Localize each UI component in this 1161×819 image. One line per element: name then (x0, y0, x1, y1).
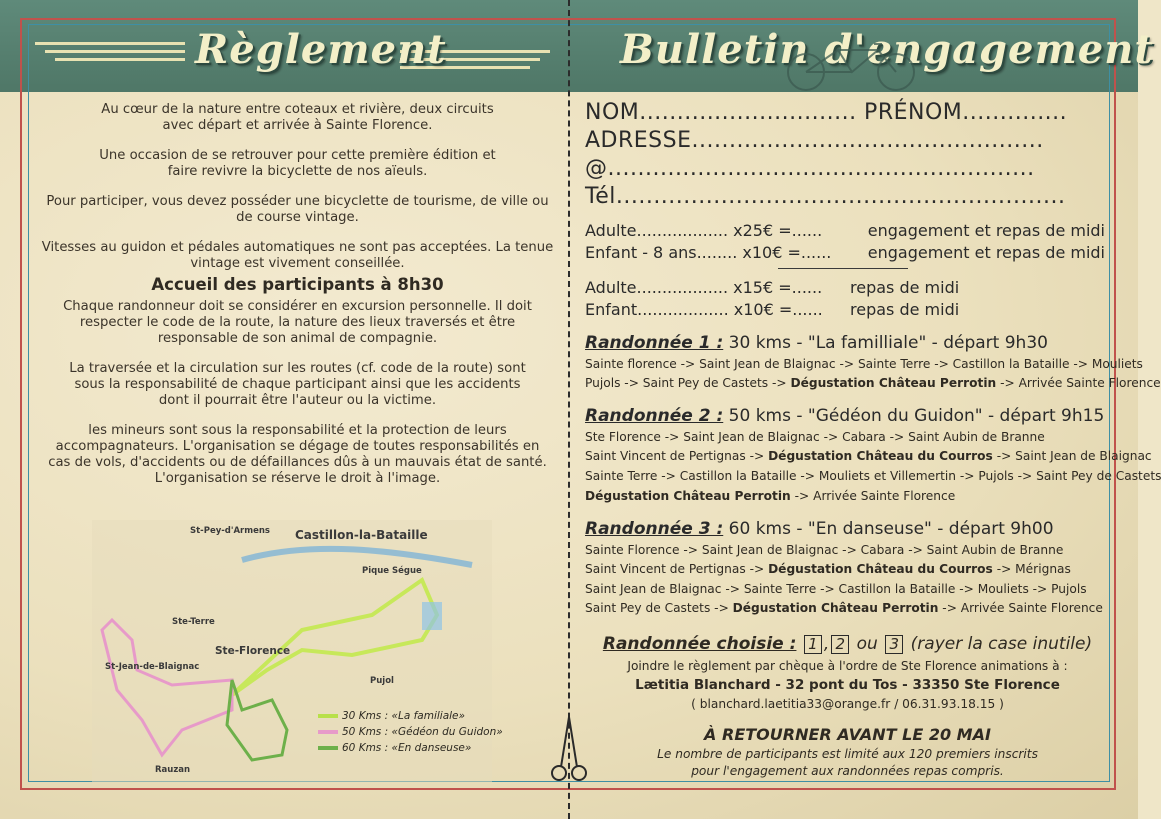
route-line: Saint Jean de Blaignac -> Sainte Terre -> Castillon la Bataille -> Mouliets -> Pujols (585, 582, 1087, 596)
route-line (585, 489, 955, 503)
reglement-paragraph: Chaque randonneur doit se considérer en excursion personnelle. Il doit respecter le code de la route, la nature des lieux traversés et être responsable de son animal de compagnie. (63, 299, 532, 346)
limit-line: pour l'engagement aux randonnées repas compris. (691, 764, 1004, 778)
choice-or: ou (856, 634, 878, 654)
choice-note: (rayer la case inutile) (910, 634, 1093, 654)
randonnee-3-heading (585, 519, 1054, 539)
reglement-body (40, 102, 555, 501)
title-stripe (35, 42, 185, 45)
scissors-icon (549, 715, 589, 783)
legend-swatch (318, 746, 338, 750)
bicycle-icon (778, 40, 928, 94)
map-label: Castillon-la-Bataille (295, 528, 428, 542)
return-deadline: À RETOURNER AVANT LE 20 MAI (704, 725, 991, 744)
price-desc: repas de midi (850, 300, 960, 319)
adresse-field[interactable]: ADRESSE............................................... (585, 128, 1044, 153)
route-text: Saint Vincent de Pertignas -> (585, 562, 765, 576)
price-label: Enfant.................. x10€ =...... (585, 300, 823, 319)
route-line (585, 601, 1103, 615)
price-desc: repas de midi (850, 278, 960, 297)
route-text: -> Arrivée Sainte Florence (942, 601, 1103, 615)
joindre-text: Joindre le règlement par chèque à l'ordre de Ste Florence animations à : (627, 659, 1068, 673)
accueil-heading: Accueil des participants à 8h30 (151, 275, 444, 294)
price-desc: engagement et repas de midi (867, 221, 1105, 240)
route-line: Sainte Florence -> Saint Jean de Blaignac -> Cabara -> Saint Aubin de Branne (585, 543, 1064, 557)
randonnee-choice: Randonnée choisie : 1 , 2 ou 3 (rayer la case inutile) (602, 634, 1093, 654)
nom-prenom-field[interactable]: NOM............................. PRÉNOM.............. (585, 100, 1068, 125)
choice-box-2[interactable]: 2 (831, 635, 849, 654)
randonnee-detail: 60 kms - "En danseuse" - départ 9h00 (728, 519, 1054, 539)
route-line (585, 449, 1152, 463)
legend-swatch (318, 714, 338, 718)
route-highlight: Dégustation Château du Courros (768, 449, 993, 463)
route-line: Sainte Terre -> Castillon la Bataille -> Mouliets et Villemertin -> Pujols -> Saint Pey de Castets (585, 469, 1161, 483)
route-line (585, 562, 1071, 576)
route-text: -> Mérignas (996, 562, 1071, 576)
title-stripe (45, 50, 185, 53)
randonnee-detail: 30 kms - "La familliale" - départ 9h30 (728, 333, 1048, 353)
legend-item (318, 726, 503, 738)
reglement-paragraph: Au cœur de la nature entre coteaux et rivière, deux circuits avec départ et arrivée à Sainte Florence. (101, 102, 494, 133)
price-label: Enfant - 8 ans........ x10€ =...... (585, 243, 832, 262)
choice-box-3[interactable]: 3 (885, 635, 903, 654)
map-label: Pujol (370, 676, 394, 686)
price-row (585, 300, 965, 319)
price-row (585, 278, 965, 297)
tel-field[interactable]: Tél............................................................ (585, 184, 1066, 209)
route-highlight: Dégustation Château Perrotin (790, 376, 997, 390)
legend-label: 30 Kms : «La familiale» (342, 710, 466, 722)
contact-line: ( blanchard.laetitia33@orange.fr / 06.31.93.18.15 ) (691, 697, 1004, 711)
title-stripe (55, 58, 185, 61)
fold-line (568, 0, 570, 819)
reglement-title: Règlement (195, 26, 447, 73)
postal-address: Lætitia Blanchard - 32 pont du Tos - 33350 Ste Florence (635, 677, 1060, 693)
legend-label: 50 Kms : «Gédéon du Guidon» (342, 726, 503, 738)
route-highlight: Dégustation Château Perrotin (585, 489, 791, 503)
legend-label: 60 Kms : «En danseuse» (342, 742, 472, 754)
price-label: Adulte.................. x15€ =...... (585, 278, 823, 297)
map-label: Pique Ségue (362, 566, 422, 576)
reglement-paragraph: Pour participer, vous devez posséder une bicyclette de tourisme, de ville ou de course vintage. (46, 194, 549, 225)
randonnee-name: Randonnée 1 : (585, 333, 724, 353)
bulletin-title: Bulletin d'engagement (620, 26, 1154, 73)
route-text: -> Arrivée Sainte Florence (794, 489, 956, 503)
route-line: Ste Florence -> Saint Jean de Blaignac -> Cabara -> Saint Aubin de Branne (585, 430, 1045, 444)
price-row (585, 221, 1105, 240)
price-row (585, 243, 1105, 262)
choice-box-1[interactable]: 1 (804, 635, 822, 654)
route-line: Sainte florence -> Saint Jean de Blaignac -> Sainte Terre -> Castillon la Bataille -> Mouliets (585, 357, 1143, 371)
map-label: Rauzan (155, 765, 191, 775)
map-label: Ste-Florence (215, 645, 291, 657)
route-text: Saint Pey de Castets -> (585, 601, 729, 615)
legend-item (318, 710, 465, 722)
randonnee-name: Randonnée 2 : (585, 406, 724, 426)
route-highlight: Dégustation Château Perrotin (732, 601, 939, 615)
randonnee-name: Randonnée 3 : (585, 519, 724, 539)
reglement-paragraph: Vitesses au guidon et pédales automatiques ne sont pas acceptées. La tenue vintage est vivement conseillée. (41, 240, 554, 271)
legend-item (318, 742, 471, 754)
randonnee-1-heading (585, 333, 1048, 353)
reglement-paragraph: La traversée et la circulation sur les routes (cf. code de la route) sont sous la responsabilité de chaque participant ainsi que les accidents dont il pourrait être l'auteur ou la victime. (69, 361, 526, 408)
legend-swatch (318, 730, 338, 734)
map-label: St-Pey-d'Armens (190, 526, 270, 536)
reglement-paragraph: les mineurs sont sous la responsabilité et la protection de leurs accompagnateurs. L'organisation se dégage de toutes responsabilités en cas de vols, d'accidents ou de défaillances dûs à un mauvais état de santé. L'organisation se réserve le droit à l'image. (48, 423, 547, 486)
map-label: St-Jean-de-Blaignac (105, 662, 200, 672)
route-text: -> Saint Jean de Blaignac (996, 449, 1152, 463)
route-line (585, 376, 1161, 390)
route-text: Pujols -> Saint Pey de Castets -> (585, 376, 787, 390)
email-field[interactable]: @......................................................... (585, 156, 1035, 181)
divider (778, 268, 908, 269)
map-label: Ste-Terre (172, 617, 215, 627)
limit-line: Le nombre de participants est limité aux 120 premiers inscrits (657, 747, 1038, 761)
reglement-paragraph: Une occasion de se retrouver pour cette première édition et faire revivre la bicyclette de nos aïeuls. (99, 148, 496, 179)
price-desc: engagement et repas de midi (867, 243, 1105, 262)
randonnee-2-heading (585, 406, 1104, 426)
route-text: Saint Vincent de Pertignas -> (585, 449, 765, 463)
price-label: Adulte.................. x25€ =...... (585, 221, 823, 240)
randonnee-detail: 50 kms - "Gédéon du Guidon" - départ 9h15 (728, 406, 1105, 426)
choice-label: Randonnée choisie : (602, 634, 797, 654)
route-text: -> Arrivée Sainte Florence (1000, 376, 1161, 390)
route-highlight: Dégustation Château du Courros (768, 562, 993, 576)
